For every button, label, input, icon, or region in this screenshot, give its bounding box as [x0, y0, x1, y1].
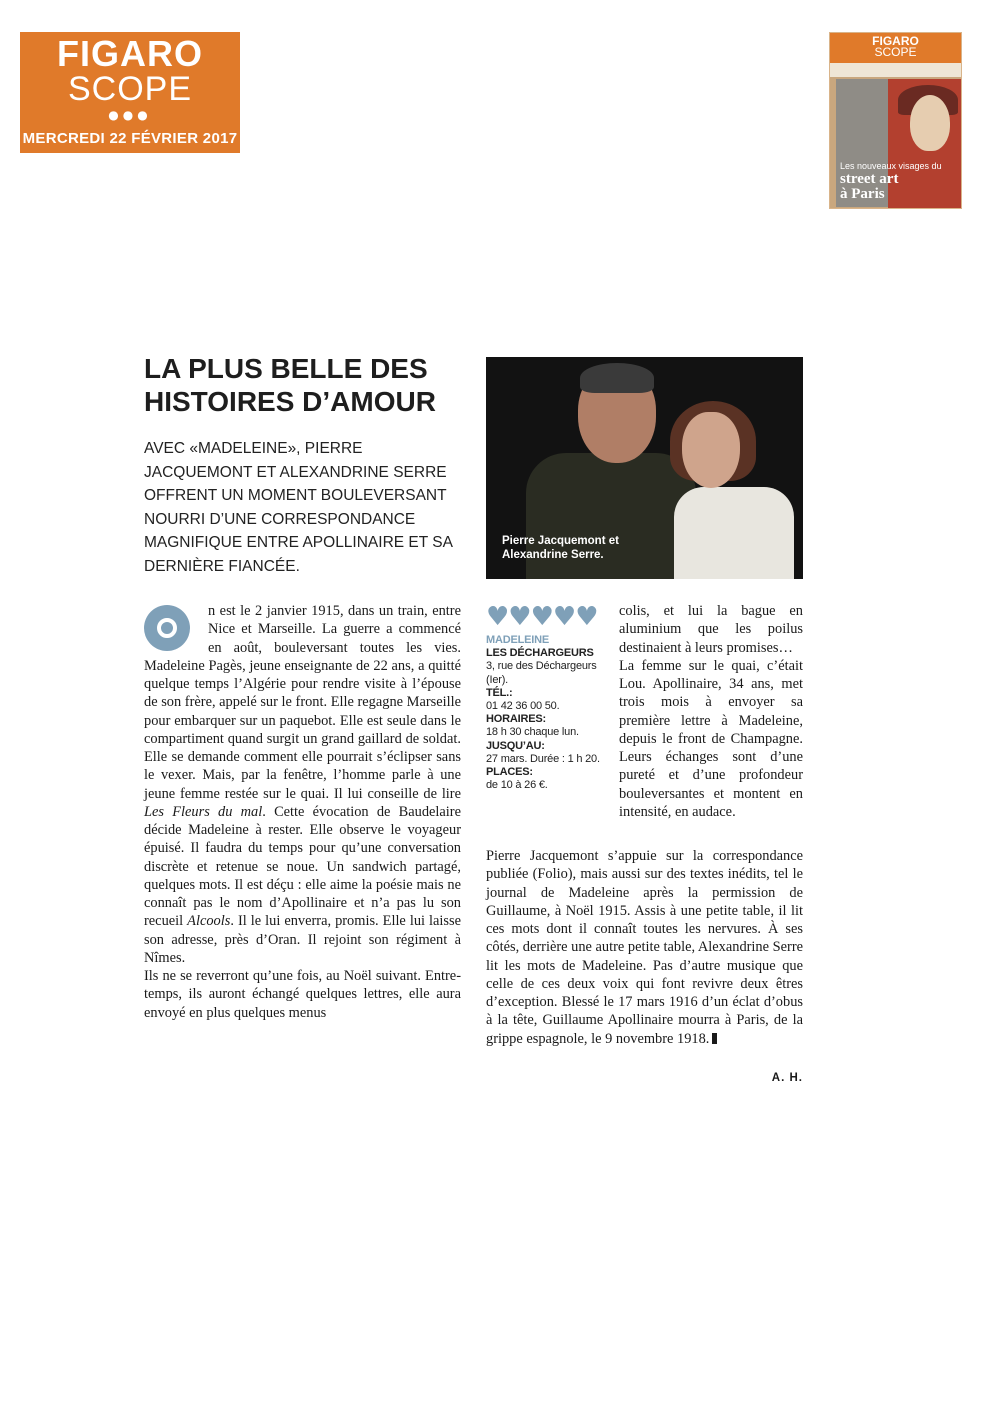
until-label: JUSQU’AU: — [486, 739, 545, 752]
article-column-3 — [486, 847, 803, 1048]
article-paragraph: colis, et lui la bague en aluminium que les poilus destinaient à leurs promises… — [619, 603, 803, 656]
hours-label: HORAIRES: — [486, 713, 546, 726]
venue-name: LES DÉCHARGEURS — [486, 647, 594, 660]
cover-title-line1: FIGARO — [872, 34, 919, 48]
photo-woman-body — [674, 487, 794, 579]
paragraph-text: . Il le lui enverra, promis. Elle lui laisse son adresse, près d’Oran. Il rejoint son régiment à Nîmes. — [144, 913, 461, 966]
article-photo — [486, 357, 803, 579]
article-paragraph — [486, 847, 803, 1048]
cover-headline-line1: street art — [840, 171, 899, 187]
photo-man-hair — [580, 363, 654, 393]
article-paragraph — [144, 602, 461, 967]
rating-hearts-icon: ♥♥♥♥♥ — [486, 602, 598, 632]
photo-caption: Pierre Jacquemont et Alexandrine Serre. — [502, 535, 619, 561]
show-info-box — [486, 604, 610, 792]
book-title: Alcools — [187, 913, 231, 930]
book-title: Les Fleurs du mal — [144, 803, 263, 820]
article-paragraph: Ils ne se reverront qu’une fois, au Noël suivant. Entre-temps, ils auront échangé quelques lettres, elle aura envoyé en plus quelques menus — [144, 968, 461, 1021]
author-signature: A. H. — [771, 1072, 803, 1084]
paragraph-text: . Cette évocation de Baudelaire décide Madeleine à rester. Elle observe le voyageur épuisé. Il faudra du temps pour qu’une conversation discrète et retenue se noue. Un sandwich partagé, quelques mots. Il est déçu : elle aime la poésie mais ne connaît pas le nom d’Apollinaire et n’a pas lu son recueil — [144, 803, 461, 930]
cover-headline-line2: à Paris — [840, 186, 885, 202]
photo-woman-head — [682, 412, 740, 488]
show-title: MADELEINE — [486, 634, 549, 646]
tel-value: 01 42 36 00 50. — [486, 700, 560, 713]
until-value: 27 mars. Durée : 1 h 20. — [486, 752, 600, 765]
dropcap-o-icon — [144, 605, 190, 651]
paragraph-text: Pierre Jacquemont s’appuie sur la correspondance publiée (Folio), mais aussi sur des textes inédits, tel le journal de Madeleine après la permission de Guillaume, à Noël 1915. Assis à une petite table, il lit ces mots dont il connaît toutes les nervures. À ses côtés, derrière une autre petite table, Alexandrine Serre lit les mots de Madeleine. Pas d’autre musique que celle de ces deux voix qui font revivre deux êtres d’exception. Blessé le 17 mars 1916 d’un éclat d’obus à la tête, Guillaume Apollinaire mourra à Paris, de la grippe espagnole, le 9 novembre 1918. — [486, 848, 803, 1047]
logo-dots: ●●● — [108, 108, 152, 122]
article-column-1 — [144, 602, 461, 1022]
venue-address: 3, rue des Déchargeurs (Ier). — [486, 660, 597, 686]
figaroscope-logo — [20, 32, 240, 153]
article-deck: AVEC «MADELEINE», PIERRE JACQUEMONT ET ALEXANDRINE SERRE OFFRENT UN MOMENT BOULEVERSANT NOURRI D’UNE CORRESPONDANCE MAGNIFIQUE ENTRE APOLLINAIRE ET SA DERNIÈRE FIANCÉE. — [144, 440, 453, 575]
end-mark-icon — [712, 1033, 717, 1044]
article-paragraph: La femme sur le quai, c’était Lou. Apollinaire, 34 ans, met trois mois à envoyer sa première lettre à Madeleine, depuis le front de Champagne. Leurs échanges sont d’une pureté et d’une profondeur bouleversantes et montent en intensité, en audace. — [619, 657, 803, 820]
cover-masthead — [830, 33, 961, 63]
cover-teaser-strip — [830, 63, 961, 77]
tel-label: TÉL.: — [486, 686, 513, 699]
price-label: PLACES: — [486, 766, 533, 779]
headline-line2: HISTOIRES D’AMOUR — [144, 386, 436, 417]
headline-line1: LA PLUS BELLE DES — [144, 353, 428, 384]
article-headline — [144, 352, 474, 418]
price-value: de 10 à 26 €. — [486, 779, 548, 792]
article-column-2 — [619, 602, 803, 821]
issue-date: MERCREDI 22 FÉVRIER 2017 — [22, 130, 238, 147]
cover-mural-face — [910, 95, 950, 151]
magazine-cover-thumbnail — [829, 32, 962, 209]
hours-value: 18 h 30 chaque lun. — [486, 726, 579, 739]
cover-title-line2: SCOPE — [874, 45, 917, 59]
cover-headline — [840, 172, 898, 202]
logo-line1: FIGARO — [57, 33, 203, 74]
logo-line2: SCOPE — [67, 70, 193, 108]
cover-subtitle: Les nouveaux visages du — [840, 161, 942, 171]
paragraph-text: n est le 2 janvier 1915, dans un train, entre Nice et Marseille. La guerre a commencé en août, bouleversant toutes les vies. Madeleine Pagès, jeune enseignante de 22 ans, a quitté quelque temps l’Algérie pour rendre visite à l’épouse de son frère, appelé sur le front. Elle regagne Marseille pour embarquer sur un paquebot. Elle est seule dans le compartiment quand surgit un grand gaillard de soldat. Elle se demande comment elle pourrait s’éclipser sans le vexer. Mais, par la fenêtre, l’homme parle à une jeune femme restée sur le quai. Il lui conseille de lire — [144, 603, 461, 802]
